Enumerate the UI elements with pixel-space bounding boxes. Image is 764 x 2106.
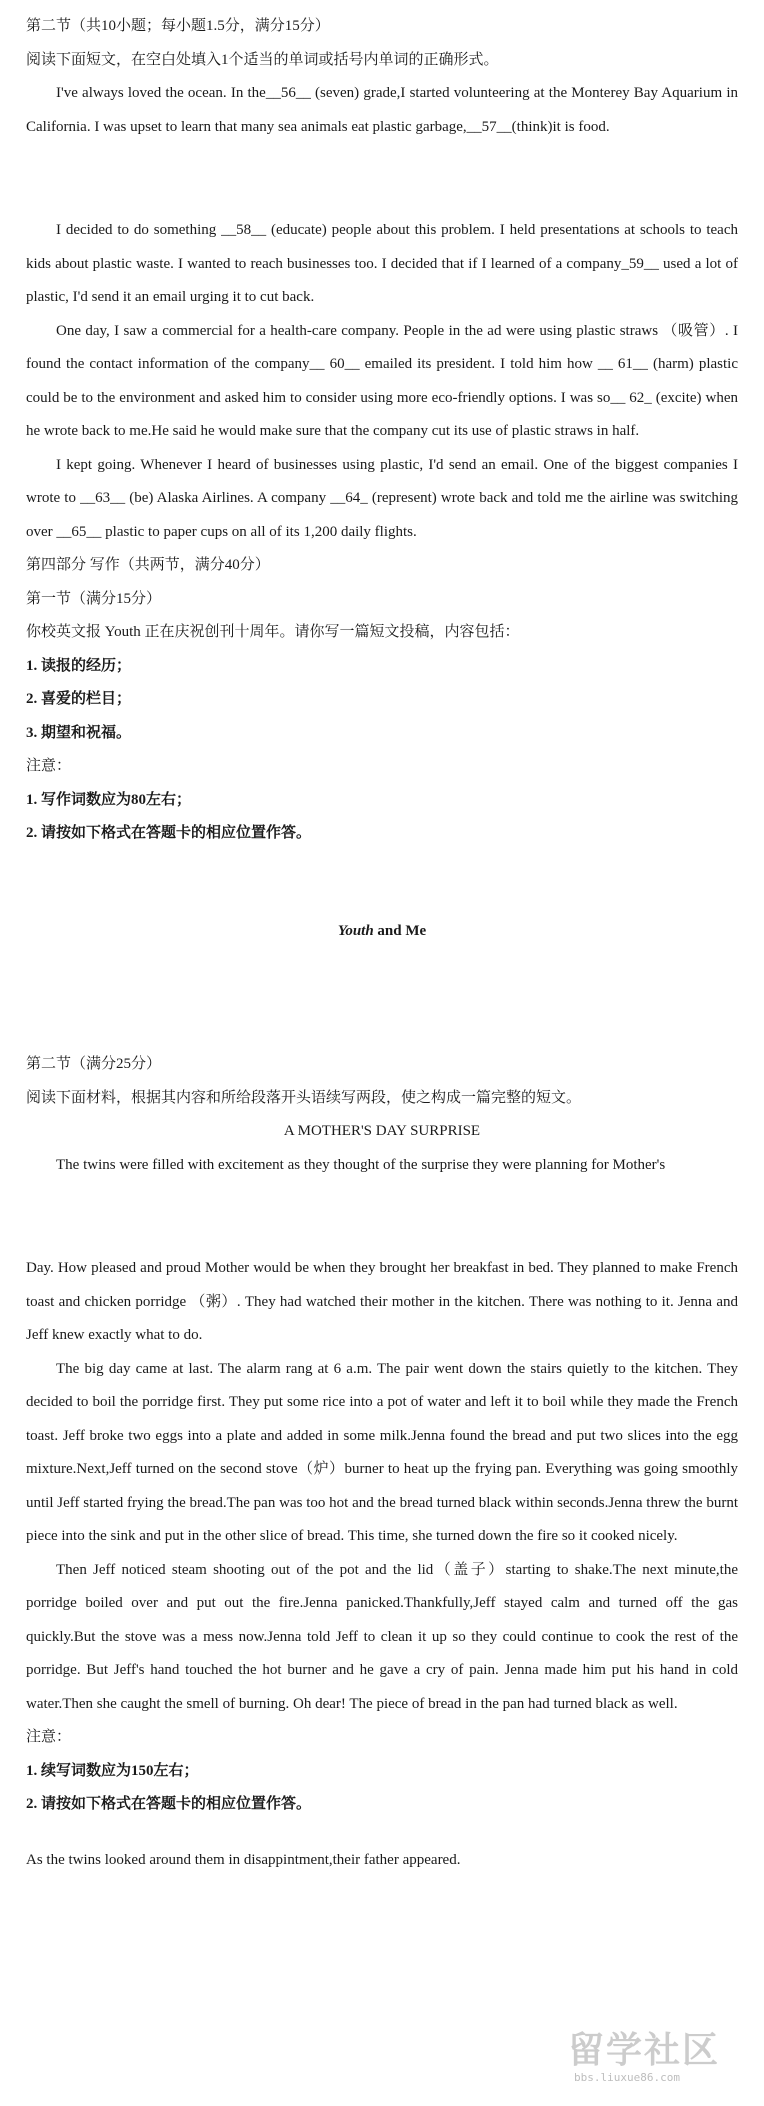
story-paragraph-1-start: The twins were filled with excitement as they thought of the surprise they were planning for Mother's — [56, 1156, 666, 1173]
watermark — [568, 2026, 740, 2088]
writing1-prompt: 你校英文报 Youth 正在庆祝创刊十周年。请你写一篇短文投稿，内容包括： — [26, 624, 520, 640]
writing1-point: 1. 读报的经历； — [26, 657, 132, 674]
essay-title-rest: and Me — [373, 922, 427, 939]
spacer — [26, 1182, 738, 1252]
writing1-point: 2. 喜爱的栏目； — [26, 691, 132, 707]
exam-page — [26, 10, 738, 1877]
writing1-essay-title — [26, 915, 738, 949]
watermark-url: bbs.liuxue86.com — [574, 2070, 680, 2084]
writing2-header: 第二节（满分25分） — [26, 1056, 162, 1072]
writing1-note: 1. 写作词数应为80左右； — [26, 791, 192, 808]
section2-instruction: 阅读下面短文，在空白处填入1个适当的单词或括号内单词的正确形式。 — [26, 51, 499, 68]
essay-title-italic: Youth — [337, 922, 374, 939]
writing2-instruction: 阅读下面材料，根据其内容和所给段落开头语续写两段，使之构成一篇完整的短文。 — [26, 1089, 582, 1106]
section2-header: 第二节（共10小题；每小题1.5分，满分15分） — [26, 18, 330, 34]
writing2-note: 1. 续写词数应为150左右； — [26, 1762, 199, 1779]
writing1-header: 第一节（满分15分） — [26, 590, 162, 607]
continuation-start: As the twins looked around them in disappintment,their father appeared. — [26, 1851, 461, 1868]
cloze-paragraph-2: I decided to do something __58__ (educate) people about this problem. I held presentations at schools to teach kids about plastic waste. I wanted to reach businesses too. I decided that if I learned of a company_59__ used a lot of plastic, I'd send it an email urging it to cut back. — [26, 222, 738, 305]
story-paragraph-3: Then Jeff noticed steam shooting out of the pot and the lid（盖子）starting to shake.The next minute,the porridge boiled over and put out the fire.Jenna panicked.Thankfully,Jeff stayed calm and turned off the gas quickly.But the stove was a mess now.Jenna told Jeff to clean it up so they could continue to cook the rest of the porridge. But Jeff's hand touched the hot burner and he gave a cry of pain. Jenna made him put his hand in cold water.Then she caught the smell of burning. Oh dear! The piece of bread in the pan had turned black as well. — [26, 1561, 738, 1712]
writing2-note-label: 注意： — [26, 1729, 72, 1745]
watermark-logo: 留学社区 — [568, 2029, 721, 2071]
writing1-note: 2. 请按如下格式在答题卡的相应位置作答。 — [26, 825, 312, 841]
story-paragraph-2: The big day came at last. The alarm rang at 6 a.m. The pair went down the stairs quietly to the kitchen. They decided to boil the porridge first. They put some rice into a pot of water and left it to boil while they made the French toast. Jeff broke two eggs into a plate and added in some milk.Jenna found the bread and put two slices into the egg mixture.Next,Jeff turned on the second stove（炉）burner to heat up the frying pan. Everything was going smoothly until Jeff started frying the bread.The pan was too hot and the bread turned black within seconds.Jenna threw the burnt piece into the sink and put in the other slice of bread. This time, she turned down the fire so it cooked nicely. — [26, 1360, 738, 1544]
writing1-note-label: 注意： — [26, 758, 72, 774]
spacer — [26, 1822, 738, 1844]
cloze-paragraph-3: One day, I saw a commercial for a health-care company. People in the ad were using plastic straws （吸管）. I found the contact information of the company__ 60__ emailed its president. I told him how __ 61__ (harm) plastic could be to the environment and asked him to consider using more eco-friendly options. I was so__ 62_ (excite) when he wrote back to me.He said he would make sure that the company cut its use of plastic straws in half. — [26, 322, 738, 439]
part4-header: 第四部分 写作（共两节，满分40分） — [26, 557, 270, 573]
writing1-point: 3. 期望和祝福。 — [26, 724, 132, 741]
story-paragraph-1-continued: Day. How pleased and proud Mother would be when they brought her breakfast in bed. They planned to make French toast and chicken porridge （粥）. They had watched their mother in the kitchen. There was nothing to it. Jenna and Jeff knew exactly what to do. — [26, 1260, 738, 1343]
story-title: A MOTHER'S DAY SURPRISE — [283, 1123, 481, 1139]
spacer — [26, 144, 738, 214]
answer-space — [26, 948, 738, 1048]
writing2-note: 2. 请按如下格式在答题卡的相应位置作答。 — [26, 1796, 312, 1812]
cloze-paragraph-1: I've always loved the ocean. In the__56__ (seven) grade,I started volunteering at the Monterey Bay Aquarium in California. I was upset to learn that many sea animals eat plastic garbage,__57__(think)it is food. — [26, 85, 738, 135]
spacer — [26, 851, 738, 915]
cloze-paragraph-4: I kept going. Whenever I heard of businesses using plastic, I'd send an email. One of the biggest companies I wrote to __63__ (be) Alaska Airlines. A company __64_ (represent) wrote back and told me the airline was switching over __65__ plastic to paper cups on all of its 1,200 daily flights. — [26, 456, 738, 540]
